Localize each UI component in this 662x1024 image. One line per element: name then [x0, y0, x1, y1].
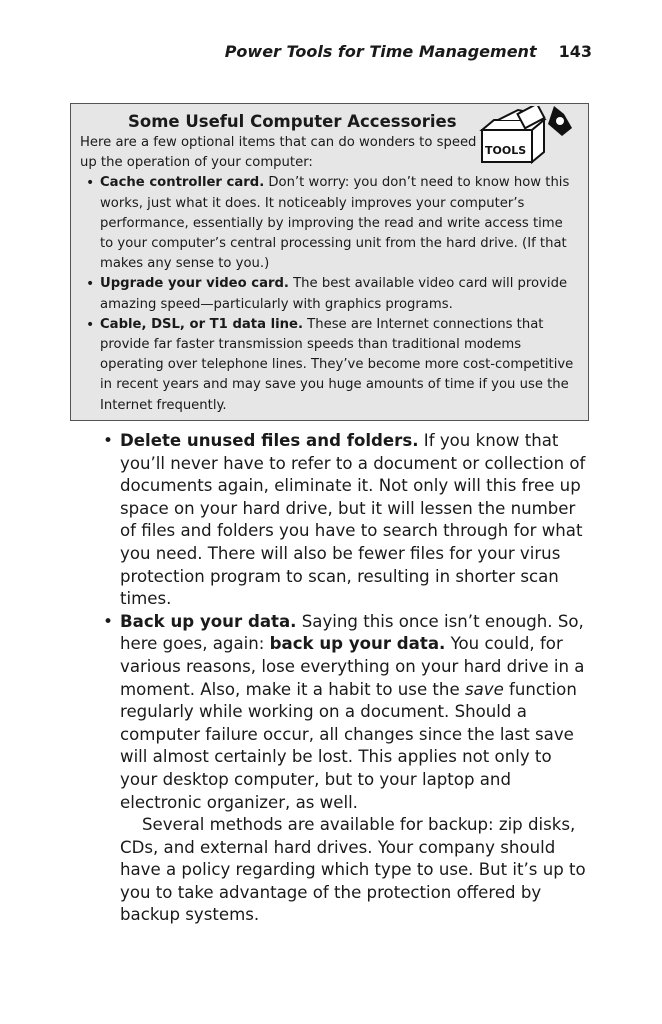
toolbox-icon [468, 106, 580, 168]
main-body [101, 430, 591, 927]
list-item [101, 611, 591, 814]
page-number: 143 [558, 42, 592, 61]
sidebar-box [70, 103, 589, 421]
item-term: Upgrade your video card. [100, 276, 289, 292]
main-list [101, 430, 591, 814]
bullet-text: Saying this once isn’t enough. So, here goes, again: [120, 611, 584, 654]
body-paragraph: Several methods are available for backup: zip disks, CDs, and external hard drives. Your company should have a policy regarding which type to use. But it’s up to you to take advantage of the protection offered by backup systems. [120, 815, 586, 925]
bullet-term: Delete unused files and folders. [120, 431, 419, 450]
list-item [80, 173, 580, 274]
italic-word: save [464, 679, 504, 699]
list-item [80, 274, 580, 314]
item-text: Don’t worry: you don’t need to know how this works, just what it does. It noticeably improves your computer’s performance, essentially by improving the read and write access time to your computer’s central processing unit from the hard drive. (If that makes any sense to you.) [100, 175, 570, 272]
sidebar-intro: Here are a few optional items that can do wonders to speed up the operation of your computer: [80, 135, 477, 171]
item-term: Cache controller card. [100, 175, 265, 191]
bullet-text: function regularly while working on a document. Should a computer failure occur, all changes since the last save will almost certainly be lost. This applies not only to your desktop computer, but to your laptop and electronic organizer, as well. [120, 679, 577, 812]
list-item [80, 315, 580, 416]
running-title: Power Tools for Time Management [224, 42, 537, 61]
item-term: Cable, DSL, or T1 data line. [100, 316, 303, 332]
item-text: The best available video card will provide amazing speed—particularly with graphics programs. [100, 276, 568, 312]
running-header [0, 42, 592, 61]
sidebar-list [80, 173, 580, 415]
sidebar-title: Some Useful Computer Accessories [128, 112, 457, 131]
bullet-term-repeat: back up your data. [269, 634, 446, 654]
bullet-text: If you know that you’ll never have to refer to a document or collection of documents again, eliminate it. Not only will this free up space on your hard drive, but it will lessen the number of files and folders you have to search through for what you need. There will also be fewer files for your virus protection program to scan, resulting in shorter scan times. [120, 431, 586, 609]
toolbox-icon-label: TOOLS [485, 144, 527, 157]
item-text: These are Internet connections that provide far faster transmission speeds than traditional modems operating over telephone lines. They’ve become more cost-competitive in recent years and may save you huge amounts of time if you use the Internet frequently. [100, 316, 574, 413]
bullet-text: You could, for various reasons, lose everything on your hard drive in a moment. Also, make it a habit to use the [120, 634, 585, 699]
list-item [101, 430, 591, 611]
bullet-term: Back up your data. [120, 611, 297, 631]
